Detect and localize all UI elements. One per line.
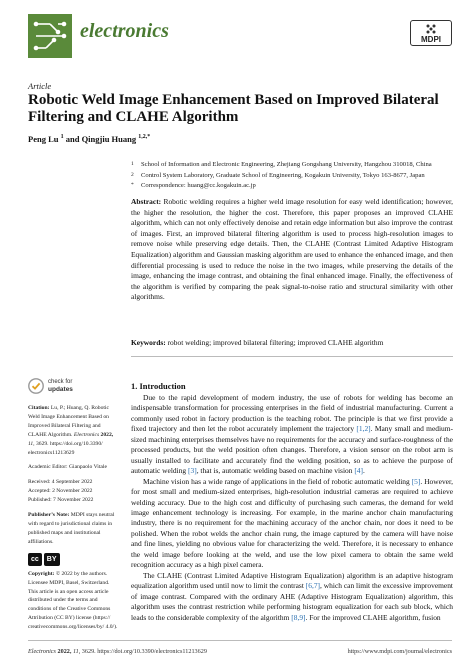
citation-link[interactable]: [8,9] xyxy=(291,612,306,622)
publisher-logo[interactable] xyxy=(410,20,452,46)
publication-dates xyxy=(28,478,120,505)
author-affiliation-mark: 1,2,* xyxy=(138,134,151,141)
check-updates-badge[interactable] xyxy=(28,378,120,398)
footer-doi-link[interactable]: 3629. https://doi.org/10.3390/electronics11213629 xyxy=(81,648,207,655)
correspondence-text[interactable]: Correspondence: huang@cc.kogakuin.ac.jp xyxy=(141,182,256,189)
affiliation-item xyxy=(131,171,461,182)
affiliation-item xyxy=(131,181,461,192)
section-heading: 1. Introduction xyxy=(131,381,186,391)
citation-year: 2022, xyxy=(100,431,114,438)
journal-name: electronics xyxy=(80,20,169,42)
by-icon: BY xyxy=(44,553,60,566)
circuit-board-icon xyxy=(28,14,72,58)
citation-block xyxy=(28,404,120,457)
footer-volume: 11, xyxy=(72,648,81,655)
received-date: Received: 4 September 2022 xyxy=(28,479,93,486)
paragraph-text: , which can limit the excessive improvement of image contrast. Compared with the ordinary AHE (Adaptive Histogram Equalization) algorithm, this algorithm uses the contrast restriction while performing histogram equalization for each sub block, which leads to the considerable complexity of the algorithm xyxy=(131,581,454,622)
footer-journal-url[interactable]: https://www.mdpi.com/journal/electronics xyxy=(347,648,452,655)
article-type: Article xyxy=(28,81,52,91)
introduction-body xyxy=(131,393,453,623)
citation-link[interactable]: [3] xyxy=(188,466,197,476)
citation-journal: Electronics xyxy=(73,431,100,438)
paragraph-text: . However, for most small and medium-sized enterprises, high-resolution industrial cameras are required to achieve welding accuracy. Due to the high cost and difficulty of purchasing such cameras, the demand for weld image enhancement technology is increasing. For example, in the marine anchor chain manufacturing industry, there is no requirement for the machining accuracy of the anchor chain, nor does it need to be polished. When the robot welds the anchor chain rung, the image captured by the camera will have noise and fine lines, yielding no obvious value for characterizing the weld. Therefore, it is necessary to enhance the weld image before looking at the weld, and use the low pixel camera to obtain the same weld recognition accuracy as a high pixel camera. xyxy=(131,476,454,570)
keywords-text: robot welding; improved bilateral filtering; improved CLAHE algorithm xyxy=(167,338,384,347)
accepted-date: Accepted: 2 November 2022 xyxy=(28,488,93,495)
citation-doi-link[interactable]: 3629. https://doi.org/10.3390/ electronics11213629 xyxy=(28,440,103,456)
paragraph xyxy=(131,393,453,477)
paragraph-text: . Many small and medium-sized machining enterprises themselves have no requirements for the accuracy and surface-roughness of the processed products, but the weld position often changes. Therefore, a vision sensor on the robot arm is usually installed to facilitate and accurately find the welding position, so as to achieve the purpose of automatic welding xyxy=(131,424,454,476)
abstract xyxy=(131,197,453,303)
citation-link[interactable]: [1,2] xyxy=(356,424,371,434)
check-updates-line2: updates xyxy=(48,386,73,393)
paragraph-text: Due to the rapid development of modern industry, the use of robots for welding has become an indispensable transformation for processing enterprises in the field of industrial manufacturing. Current a commonly used robot in factory production is the teaching robot. The principle is that we first provide a fixed trajectory and then let the robot accurately implement the trajectory xyxy=(131,393,453,434)
paragraph-text: , that is, automatic welding based on machine vision xyxy=(196,466,353,476)
affiliation-mark: 1 xyxy=(131,161,134,167)
copyright-block xyxy=(28,570,120,632)
author-list xyxy=(28,134,150,144)
article-title: Robotic Weld Image Enhancement Based on Improved Bilateral Filtering and CLAHE Algorithm xyxy=(28,92,439,125)
paragraph-text: The CLAHE (Contrast Limited Adaptive Histogram Equalization) algorithm is an adaptive histogram equalization algorithm used until now to limit the contrast xyxy=(131,570,453,591)
abstract-text: Robotic welding requires a higher weld image resolution for easy weld identification; however, the higher the resolution, the higher the cost. Therefore, this paper proposes an improved CLAHE algorithm, which can not only effectively denoise and retain edge information but also improve the contrast of images. First, an improved bilateral filtering algorithm is used to process high-resolution images to remove noise while preserving edge details. Then, the CLAHE (Contrast Limited Adaptive Histogram Equalization) algorithm and Gaussian masking algorithm are used to enhance the enhanced image, and then differential processing is used to reduce the noise in the two images, while preserving the details of the image, enhancing the image contrast, and obtaining the final enhanced image. Finally, the effectiveness of the algorithm is verified by comparing the peak signal-to-noise ratio and structural similarity with other algorithms. xyxy=(131,197,453,302)
footer-divider xyxy=(28,640,452,641)
publisher-name: MDPI xyxy=(421,35,441,44)
paragraph-text: . xyxy=(363,466,365,476)
article-sidebar xyxy=(28,378,120,632)
affiliation-list xyxy=(131,160,461,192)
affiliation-text: School of Information and Electronic Engineering, Zhejiang Gongshang University, Hangzhou 310018, China xyxy=(141,161,432,168)
citation-link[interactable]: [6,7] xyxy=(305,581,321,591)
copyright-label: Copyright: xyxy=(28,570,55,577)
keywords xyxy=(131,338,453,349)
footer-year: 2022, xyxy=(57,648,72,655)
citation-label: Citation: xyxy=(28,405,50,411)
paragraph xyxy=(131,477,453,571)
affiliation-item xyxy=(131,160,461,171)
published-date: Published: 7 November 2022 xyxy=(28,497,94,504)
citation-link[interactable]: [5] xyxy=(411,476,421,486)
publisher-note xyxy=(28,511,120,547)
author-conjunction: and xyxy=(65,134,80,144)
affiliation-text: Control System Laboratory, Graduate School of Engineering, Kogakuin University, Tokyo 163-8677, Japan xyxy=(141,171,425,179)
affiliation-mark: * xyxy=(131,182,134,188)
footer-citation xyxy=(28,648,207,655)
cc-icon: cc xyxy=(28,553,42,566)
author-name[interactable]: Peng Lu xyxy=(28,134,59,144)
citation-text: Lu, P.; Huang, Q. Robotic Weld Image Enhancement Based on Improved Bilateral Filtering and CLAHE Algorithm. xyxy=(28,405,109,438)
paragraph-text: Machine vision has a wide range of applications in the field of robotic automatic welding xyxy=(143,476,410,486)
mdpi-mark-icon xyxy=(425,23,437,35)
footer-journal: Electronics xyxy=(28,648,56,655)
paragraph xyxy=(131,571,453,623)
citation-link[interactable]: [4] xyxy=(354,466,363,476)
author-affiliation-mark: 1 xyxy=(60,134,64,141)
citation-volume: 11, xyxy=(28,440,35,447)
paragraph-text: . For the improved CLAHE algorithm, fusion xyxy=(305,612,441,622)
abstract-label: Abstract: xyxy=(131,197,162,206)
publisher-note-label: Publisher’s Note: xyxy=(28,512,70,519)
copyright-text: © 2022 by the authors. Licensee MDPI, Basel, Switzerland. This article is an open access article distributed under the terms and conditions of the Creative Commons Attribution (CC BY) license (https:// creativecommons.org/licenses/by/ 4.0/). xyxy=(28,570,118,631)
affiliation-mark: 2 xyxy=(131,171,134,178)
section-divider xyxy=(131,356,453,357)
publisher-note-text: MDPI stays neutral with regard to jurisdictional claims in published maps and institutional affiliations. xyxy=(28,512,115,545)
keywords-label: Keywords: xyxy=(131,338,166,347)
check-updates-line1: check for xyxy=(48,379,73,385)
journal-header xyxy=(28,14,452,66)
author-name[interactable]: Qingjiu Huang xyxy=(81,134,137,144)
academic-editor: Academic Editor: Gianpaolo Vitale xyxy=(28,464,107,471)
check-updates-icon xyxy=(28,378,44,394)
cc-by-license-badge[interactable] xyxy=(28,553,120,566)
